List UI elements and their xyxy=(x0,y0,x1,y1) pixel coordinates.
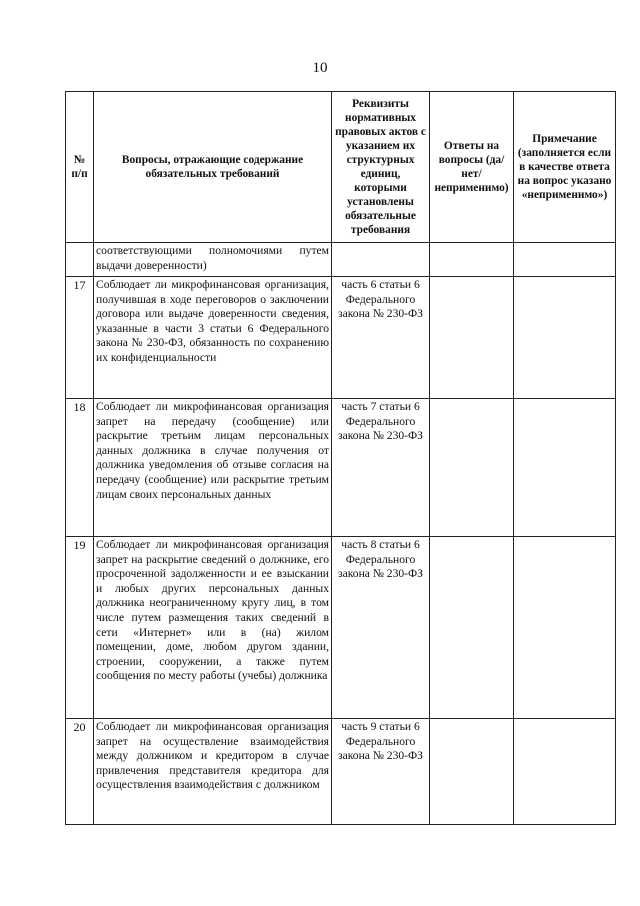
row-reference: часть 8 статьи 6 Федерального закона № 230-ФЗ xyxy=(332,537,430,719)
table-row xyxy=(66,399,616,537)
row-number: 18 xyxy=(66,399,94,537)
header-legal-references: Реквизиты нормативных правовых актов с указанием их структурных единиц, которыми установлены обязательные требования xyxy=(332,92,430,243)
row-answer[interactable] xyxy=(430,277,514,399)
row-reference: часть 6 статьи 6 Федерального закона № 230-ФЗ xyxy=(332,277,430,399)
row-question: Соблюдает ли микрофинансовая организация, получившая в ходе переговоров о заключении договора или выдаче доверенности сведения, указанные в части 3 статьи 6 Федерального закона № 230-ФЗ, обязанность по сохранению их конфиденциальности xyxy=(94,277,332,399)
row-note[interactable] xyxy=(514,399,616,537)
table-row xyxy=(66,719,616,825)
row-answer[interactable] xyxy=(430,719,514,825)
row-note[interactable] xyxy=(514,537,616,719)
row-reference: часть 9 статьи 6 Федерального закона № 230-ФЗ xyxy=(332,719,430,825)
row-answer[interactable] xyxy=(430,243,514,277)
requirements-table xyxy=(65,91,616,825)
row-question: соответствующими полномочиями путем выдачи доверенности) xyxy=(94,243,332,277)
table-row xyxy=(66,537,616,719)
row-note[interactable] xyxy=(514,243,616,277)
row-question: Соблюдает ли микрофинансовая организация запрет на раскрытие сведений о должнике, его просроченной задолженности и ее взыскании и любых других персональных данных должника неограниченному кругу лиц, в том числе путем размещения таких сведений в сети «Интернет» или в (на) жилом помещении, доме, любом другом здании, строении, сооружении, а также путем сообщения по месту работы (учебы) должника xyxy=(94,537,332,719)
row-number: 20 xyxy=(66,719,94,825)
row-reference: часть 7 статьи 6 Федерального закона № 230-ФЗ xyxy=(332,399,430,537)
row-answer[interactable] xyxy=(430,399,514,537)
row-question: Соблюдает ли микрофинансовая организация запрет на осуществление взаимодействия между должником и кредитором в случае привлечения представителя кредитора для осуществления взаимодействия с должником xyxy=(94,719,332,825)
page-number: 10 xyxy=(312,60,328,76)
row-number: 19 xyxy=(66,537,94,719)
row-number: 17 xyxy=(66,277,94,399)
row-note[interactable] xyxy=(514,277,616,399)
row-note[interactable] xyxy=(514,719,616,825)
table-row xyxy=(66,243,616,277)
row-reference xyxy=(332,243,430,277)
table-header-row xyxy=(66,92,616,243)
row-number xyxy=(66,243,94,277)
header-number: № п/п xyxy=(66,92,94,243)
header-note: Примечание (заполняется если в качестве ответа на вопрос указано «неприменимо») xyxy=(514,92,616,243)
row-answer[interactable] xyxy=(430,537,514,719)
header-answers: Ответы на вопросы (да/нет/ неприменимо) xyxy=(430,92,514,243)
row-question: Соблюдает ли микрофинансовая организация запрет на передачу (сообщение) или раскрытие третьим лицам персональных данных должника в случае получения от должника уведомления об отзыве согласия на передачу (сообщение) или раскрытие третьим лицам своих персональных данных xyxy=(94,399,332,537)
header-questions: Вопросы, отражающие содержание обязательных требований xyxy=(94,92,332,243)
table-row xyxy=(66,277,616,399)
